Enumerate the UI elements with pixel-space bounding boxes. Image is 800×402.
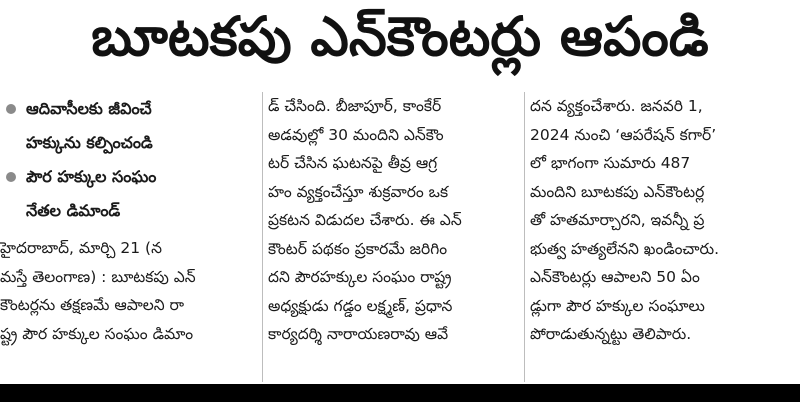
bullet-point: [0, 160, 258, 228]
text-line: దని పౌరహక్కుల సంఘం రాష్ట్ర: [268, 268, 452, 286]
bullet-line: ఆదివాసీలకు జీవించే: [26, 99, 152, 118]
text-line: ప్రకటన విడుదల చేశారు. ఈ ఎన్: [268, 211, 462, 229]
bullet-point: [0, 92, 258, 160]
text-line: కౌంటర్ పథకం ప్రకారమే జరిగిం: [268, 239, 448, 258]
text-line: కౌంటర్లను తక్షణమే ఆపాలని రా: [0, 296, 185, 314]
text-line: డ్లుగా పౌర హక్కుల సంఘాలు: [530, 296, 705, 315]
column-divider: [524, 92, 525, 382]
bullet-line: పౌర హక్కుల సంఘం: [26, 167, 157, 186]
column-1: [0, 92, 258, 348]
text-line: ఎన్‌కౌంటర్లు ఆపాలని 50 ఏం: [530, 268, 700, 286]
text-line: మందిని బూటకపు ఎన్‌కౌంటర్ల: [530, 182, 705, 201]
bottom-bar: [0, 384, 800, 402]
text-line: డ్ చేసింది. బీజాపూర్, కాంకేర్: [268, 97, 442, 115]
column-3: [530, 92, 795, 349]
text-line: భుత్వ హత్యలేనని ఖండించారు.: [530, 239, 720, 258]
column-2: [268, 92, 520, 349]
bullet-dot-icon: [6, 104, 16, 114]
bullet-line: హక్కును కల్పించండి: [26, 133, 153, 152]
text-line: హైదరాబాద్, మార్చి 21 (న: [0, 239, 162, 257]
text-line: టర్ చేసిన ఘటనపై తీవ్ర ఆగ్ర: [268, 154, 438, 172]
text-line: అధ్యక్షుడు గడ్డం లక్ష్మణ్, ప్రధాన: [268, 296, 453, 315]
bullet-line: నేతల డిమాండ్: [26, 201, 121, 220]
text-line: కార్యదర్శి నారాయణరావు ఆవే: [268, 325, 449, 343]
column-divider: [262, 92, 263, 382]
headline: బూటకపు ఎన్‌కౌంటర్లు ఆపండి: [91, 4, 709, 68]
text-line: దన వ్యక్తంచేశారు. జనవరి 1,: [530, 97, 703, 115]
text-line: తో హతమార్చారని, ఇవన్నీ ప్ర: [530, 211, 705, 229]
text-line: ష్ట్ర పౌర హక్కుల సంఘం డిమాం: [0, 324, 194, 343]
text-line: అడవుల్లో 30 మందిని ఎన్‌కౌం: [268, 125, 444, 144]
bullet-dot-icon: [6, 172, 16, 182]
text-line: లో భాగంగా సుమారు 487: [530, 154, 691, 172]
text-line: పోరాడుతున్నట్టు తెలిపారు.: [530, 325, 692, 343]
text-line: హం వ్యక్తంచేస్తూ శుక్రవారం ఒక: [268, 182, 449, 201]
text-line: 2024 నుంచి ‘ఆపరేషన్ కగార్’: [530, 125, 717, 144]
text-line: మస్తే తెలంగాణ) : బూటకపు ఎన్: [0, 267, 196, 286]
article-lead: [0, 234, 258, 348]
